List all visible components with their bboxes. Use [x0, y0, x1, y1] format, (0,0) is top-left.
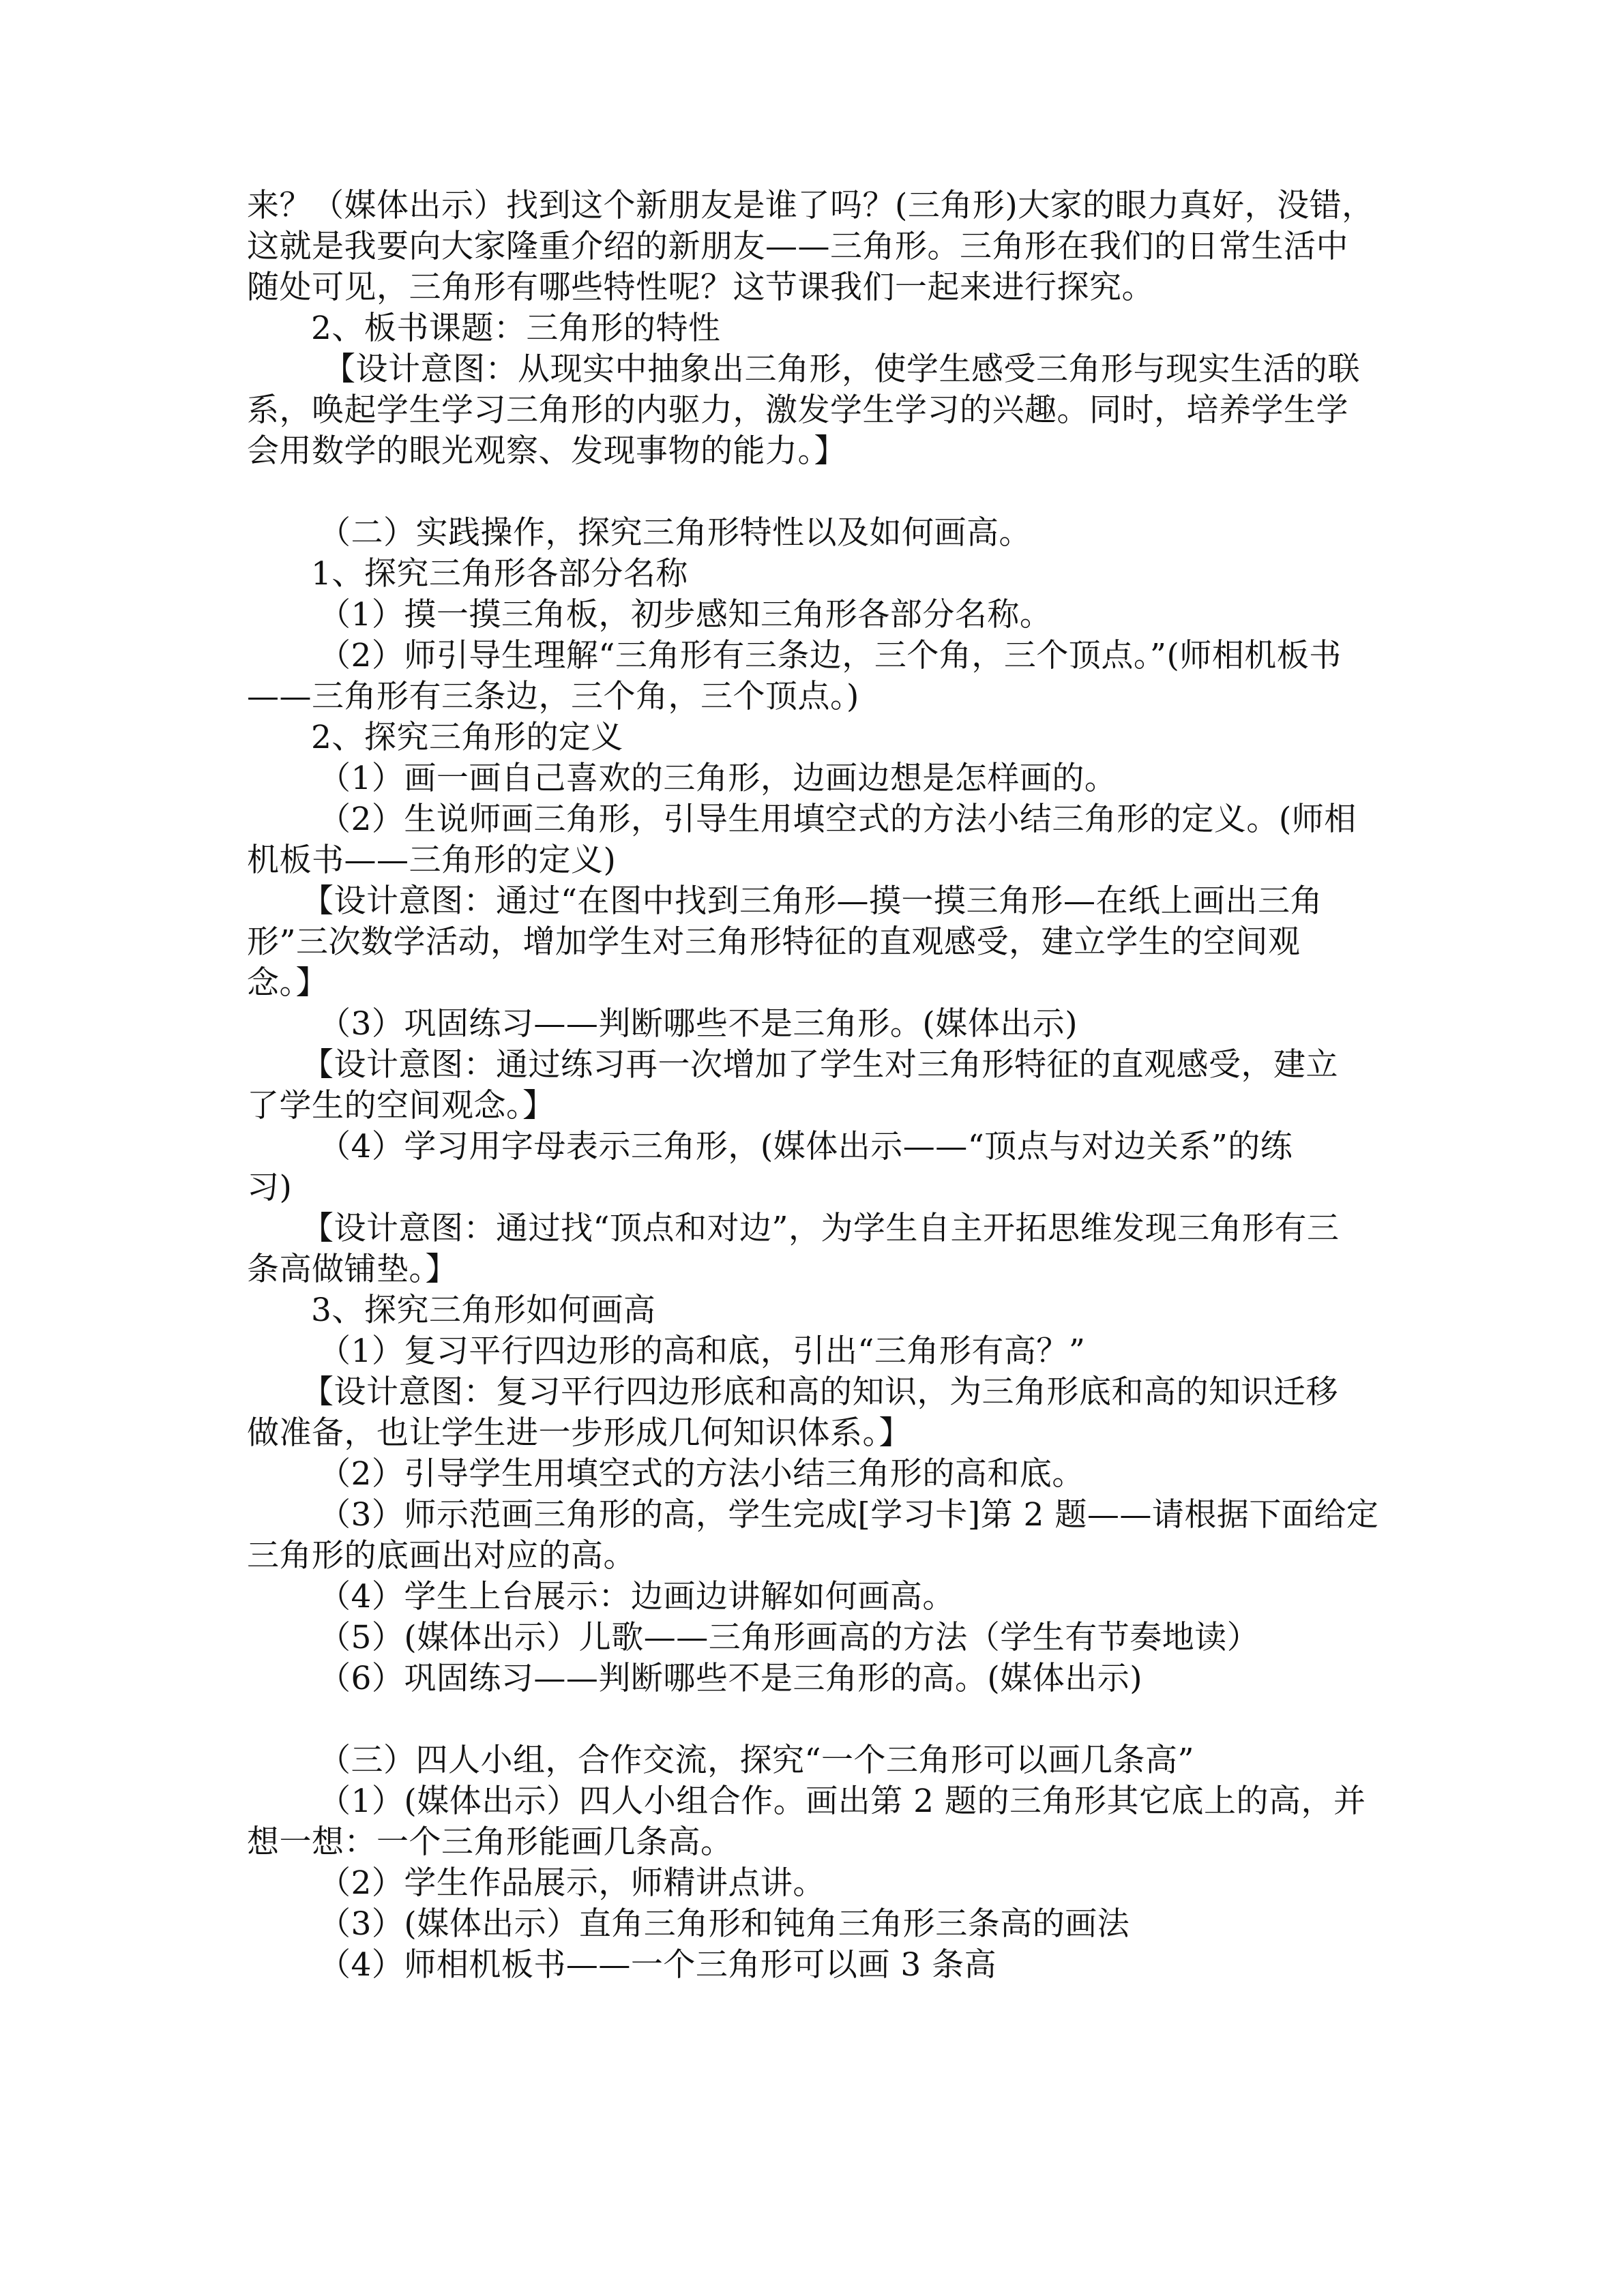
text-line: 念。】	[247, 964, 328, 1002]
text-line: （4）学生上台展示：边画边讲解如何画高。	[319, 1578, 955, 1615]
text-line: （3）巩固练习——判断哪些不是三角形。(媒体出示)	[319, 1005, 1078, 1043]
text-line: 机板书——三角形的定义)	[247, 841, 617, 879]
section-heading: （二）实践操作，探究三角形特性以及如何画高。	[319, 514, 1031, 552]
text-line: （2）学生作品展示，师精讲点讲。	[319, 1864, 825, 1902]
text-line: （4）学习用字母表示三角形，(媒体出示——“顶点与对边关系”的练	[319, 1128, 1293, 1165]
subsection-heading: 1、探究三角形各部分名称	[311, 555, 688, 593]
text-line: （4）师相机板书——一个三角形可以画 3 条高	[319, 1946, 997, 1984]
text-line: 来？（媒体出示）找到这个新朋友是谁了吗？(三角形)大家的眼力真好，没错，	[247, 187, 1374, 224]
design-intent-note: 【设计意图：从现实中抽象出三角形，使学生感受三角形与现实生活的联	[323, 351, 1360, 388]
text-line: （3）(媒体出示）直角三角形和钝角三角形三条高的画法	[319, 1905, 1130, 1943]
text-line: 了学生的空间观念。】	[247, 1087, 555, 1124]
text-line: （1）画一画自己喜欢的三角形，边画边想是怎样画的。	[319, 760, 1117, 797]
text-line: 形”三次数学活动，增加学生对三角形特征的直观感受，建立学生的空间观	[247, 923, 1301, 961]
section-heading: 2、板书课题：三角形的特性	[311, 310, 721, 347]
text-line: 随处可见，三角形有哪些特性呢？这节课我们一起来进行探究。	[247, 269, 1154, 306]
subsection-heading: 2、探究三角形的定义	[311, 719, 623, 756]
text-line: （1）摸一摸三角板，初步感知三角形各部分名称。	[319, 596, 1052, 633]
text-line: 条高做铺垫。】	[247, 1251, 458, 1288]
design-intent-note: 【设计意图：通过“在图中找到三角形—摸一摸三角形—在纸上画出三角	[301, 882, 1323, 920]
text-line: 想一想：一个三角形能画几条高。	[247, 1823, 733, 1861]
text-line: （2）师引导生理解“三角形有三条边，三个角，三个顶点。”(师相机板书	[319, 637, 1342, 674]
paragraph-gap	[247, 1699, 1379, 1740]
text-line: （1）复习平行四边形的高和底，引出“三角形有高？”	[319, 1332, 1086, 1370]
text-line: 习)	[247, 1169, 293, 1206]
text-line: ——三角形有三条边，三个角，三个顶点。)	[247, 678, 859, 715]
text-line: 系，唤起学生学习三角形的内驱力，激发学生学习的兴趣。同时，培养学生学	[247, 391, 1348, 429]
document-body	[247, 185, 1379, 1986]
design-intent-note: 【设计意图：通过找“顶点和对边”，为学生自主开拓思维发现三角形有三	[301, 1210, 1340, 1247]
text-line: （3）师示范画三角形的高，学生完成[学习卡]第 2 题——请根据下面给定	[319, 1496, 1379, 1534]
section-heading: （三）四人小组，合作交流，探究“一个三角形可以画几条高”	[319, 1742, 1195, 1779]
text-line: （1）(媒体出示）四人小组合作。画出第 2 题的三角形其它底上的高，并	[319, 1783, 1366, 1820]
text-line: （2）引导学生用填空式的方法小结三角形的高和底。	[319, 1455, 1084, 1493]
text-line: （6）巩固练习——判断哪些不是三角形的高。(媒体出示)	[319, 1660, 1143, 1697]
subsection-heading: 3、探究三角形如何画高	[311, 1292, 656, 1329]
text-line: 这就是我要向大家隆重介绍的新朋友——三角形。三角形在我们的日常生活中	[247, 228, 1348, 265]
text-line: （2）生说师画三角形，引导生用填空式的方法小结三角形的定义。(师相	[319, 801, 1357, 838]
design-intent-note: 【设计意图：通过练习再一次增加了学生对三角形特征的直观感受，建立	[301, 1046, 1338, 1084]
text-line: 会用数学的眼光观察、发现事物的能力。】	[247, 432, 846, 470]
paragraph-gap	[247, 472, 1379, 513]
text-line: 三角形的底画出对应的高。	[247, 1537, 636, 1575]
text-line: （5）(媒体出示）儿歌——三角形画高的方法（学生有节奏地读）	[319, 1619, 1260, 1656]
text-line: 做准备，也让学生进一步形成几何知识体系。】	[247, 1414, 911, 1452]
design-intent-note: 【设计意图：复习平行四边形底和高的知识，为三角形底和高的知识迁移	[301, 1373, 1338, 1411]
